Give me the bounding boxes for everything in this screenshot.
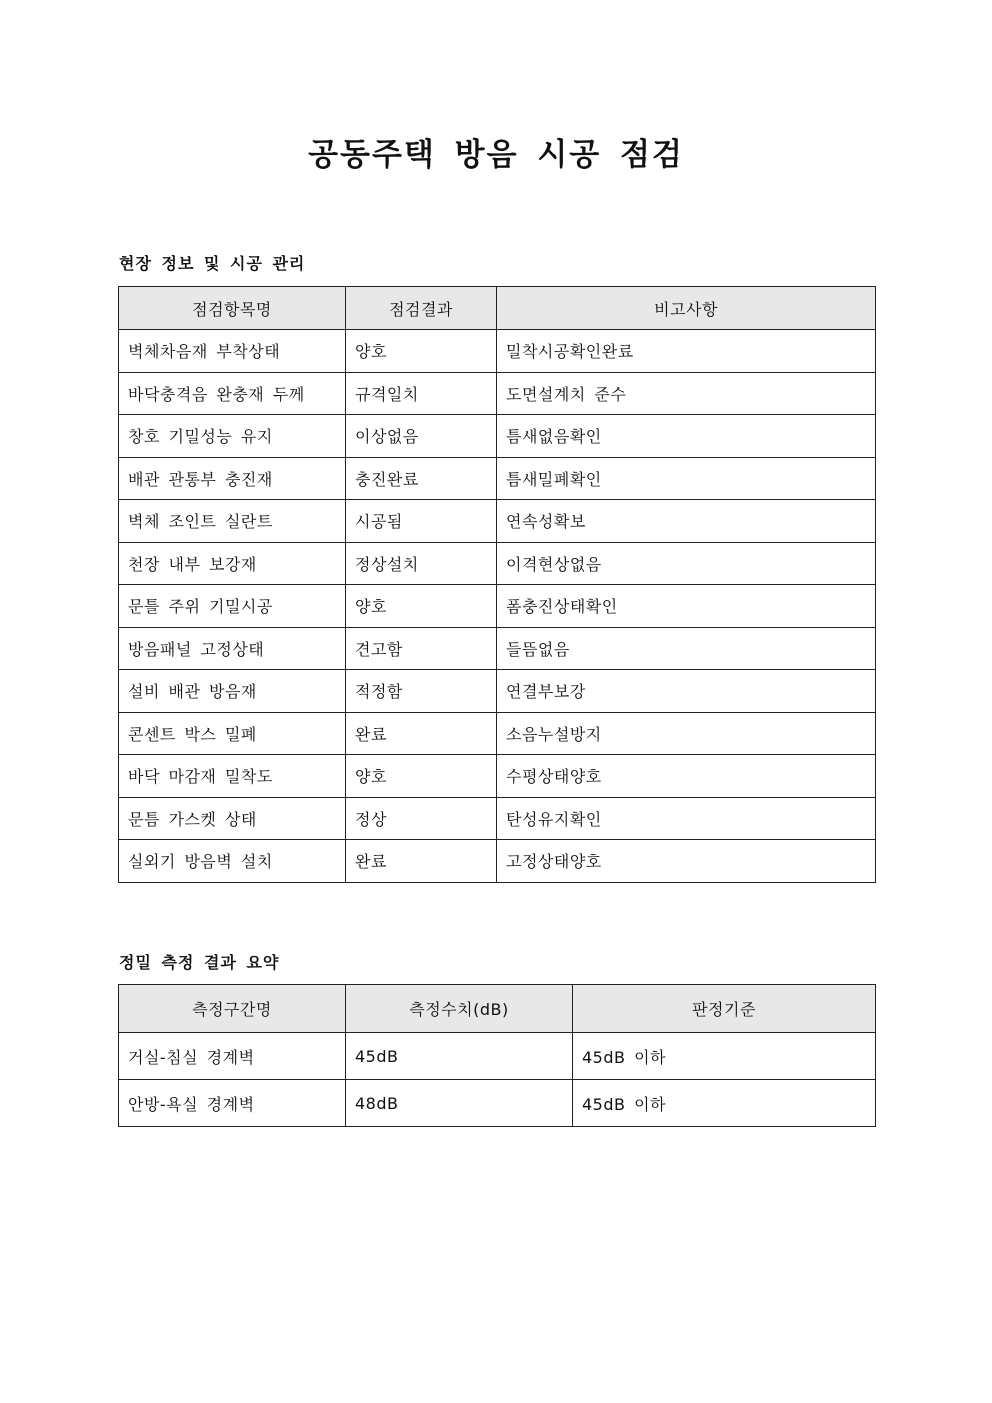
cell-item: 바닥 마감재 밀착도 bbox=[119, 755, 346, 798]
cell-criteria: 45dB 이하 bbox=[573, 1033, 876, 1080]
cell-item: 설비 배관 방음재 bbox=[119, 670, 346, 713]
table-header-row bbox=[119, 985, 876, 1033]
cell-item: 천장 내부 보강재 bbox=[119, 542, 346, 585]
cell-note: 밀착시공확인완료 bbox=[497, 330, 876, 373]
column-header-item: 점검항목명 bbox=[119, 287, 346, 330]
cell-result: 정상 bbox=[346, 797, 497, 840]
section-heading-measurement: 정밀 측정 결과 요약 bbox=[119, 953, 280, 972]
cell-result: 양호 bbox=[346, 755, 497, 798]
cell-value: 48dB bbox=[346, 1080, 573, 1127]
cell-note: 이격현상없음 bbox=[497, 542, 876, 585]
table-row bbox=[119, 542, 876, 585]
cell-item: 콘센트 박스 밀폐 bbox=[119, 712, 346, 755]
column-header-value: 측정수치(dB) bbox=[346, 985, 573, 1033]
cell-item: 방음패널 고정상태 bbox=[119, 627, 346, 670]
cell-item: 창호 기밀성능 유지 bbox=[119, 415, 346, 458]
table-row bbox=[119, 840, 876, 883]
cell-result: 이상없음 bbox=[346, 415, 497, 458]
cell-result: 견고함 bbox=[346, 627, 497, 670]
table-row bbox=[119, 585, 876, 628]
cell-note: 탄성유지확인 bbox=[497, 797, 876, 840]
cell-note: 들뜸없음 bbox=[497, 627, 876, 670]
cell-note: 틈새없음확인 bbox=[497, 415, 876, 458]
column-header-section: 측정구간명 bbox=[119, 985, 346, 1033]
cell-note: 틈새밀폐확인 bbox=[497, 457, 876, 500]
cell-result: 적정함 bbox=[346, 670, 497, 713]
cell-item: 바닥충격음 완충재 두께 bbox=[119, 372, 346, 415]
cell-result: 완료 bbox=[346, 712, 497, 755]
table-row bbox=[119, 500, 876, 543]
measurement-table bbox=[118, 984, 876, 1127]
cell-result: 양호 bbox=[346, 330, 497, 373]
cell-note: 고정상태양호 bbox=[497, 840, 876, 883]
table-row bbox=[119, 1080, 876, 1127]
cell-criteria: 45dB 이하 bbox=[573, 1080, 876, 1127]
table-row bbox=[119, 670, 876, 713]
column-header-criteria: 판정기준 bbox=[573, 985, 876, 1033]
cell-item: 벽체 조인트 실란트 bbox=[119, 500, 346, 543]
cell-note: 폼충진상태확인 bbox=[497, 585, 876, 628]
cell-note: 도면설계치 준수 bbox=[497, 372, 876, 415]
cell-note: 수평상태양호 bbox=[497, 755, 876, 798]
cell-result: 시공됨 bbox=[346, 500, 497, 543]
table-row bbox=[119, 755, 876, 798]
cell-value: 45dB bbox=[346, 1033, 573, 1080]
column-header-note: 비고사항 bbox=[497, 287, 876, 330]
table-row bbox=[119, 415, 876, 458]
cell-item: 배관 관통부 충진재 bbox=[119, 457, 346, 500]
cell-section: 거실-침실 경계벽 bbox=[119, 1033, 346, 1080]
inspection-table bbox=[118, 286, 876, 883]
table-row bbox=[119, 372, 876, 415]
table-row bbox=[119, 1033, 876, 1080]
table-row bbox=[119, 797, 876, 840]
cell-result: 정상설치 bbox=[346, 542, 497, 585]
table-header-row bbox=[119, 287, 876, 330]
cell-item: 문틀 주위 기밀시공 bbox=[119, 585, 346, 628]
cell-section: 안방-욕실 경계벽 bbox=[119, 1080, 346, 1127]
table-row bbox=[119, 330, 876, 373]
table-row bbox=[119, 712, 876, 755]
cell-note: 소음누설방지 bbox=[497, 712, 876, 755]
cell-result: 완료 bbox=[346, 840, 497, 883]
cell-note: 연속성확보 bbox=[497, 500, 876, 543]
cell-item: 실외기 방음벽 설치 bbox=[119, 840, 346, 883]
cell-result: 충진완료 bbox=[346, 457, 497, 500]
cell-item: 벽체차음재 부착상태 bbox=[119, 330, 346, 373]
cell-result: 규격일치 bbox=[346, 372, 497, 415]
cell-result: 양호 bbox=[346, 585, 497, 628]
section-heading-site-info: 현장 정보 및 시공 관리 bbox=[119, 254, 306, 273]
document-title: 공동주택 방음 시공 점검 bbox=[308, 137, 684, 173]
cell-note: 연결부보강 bbox=[497, 670, 876, 713]
column-header-result: 점검결과 bbox=[346, 287, 497, 330]
table-row bbox=[119, 457, 876, 500]
table-row bbox=[119, 627, 876, 670]
cell-item: 문틈 가스켓 상태 bbox=[119, 797, 346, 840]
